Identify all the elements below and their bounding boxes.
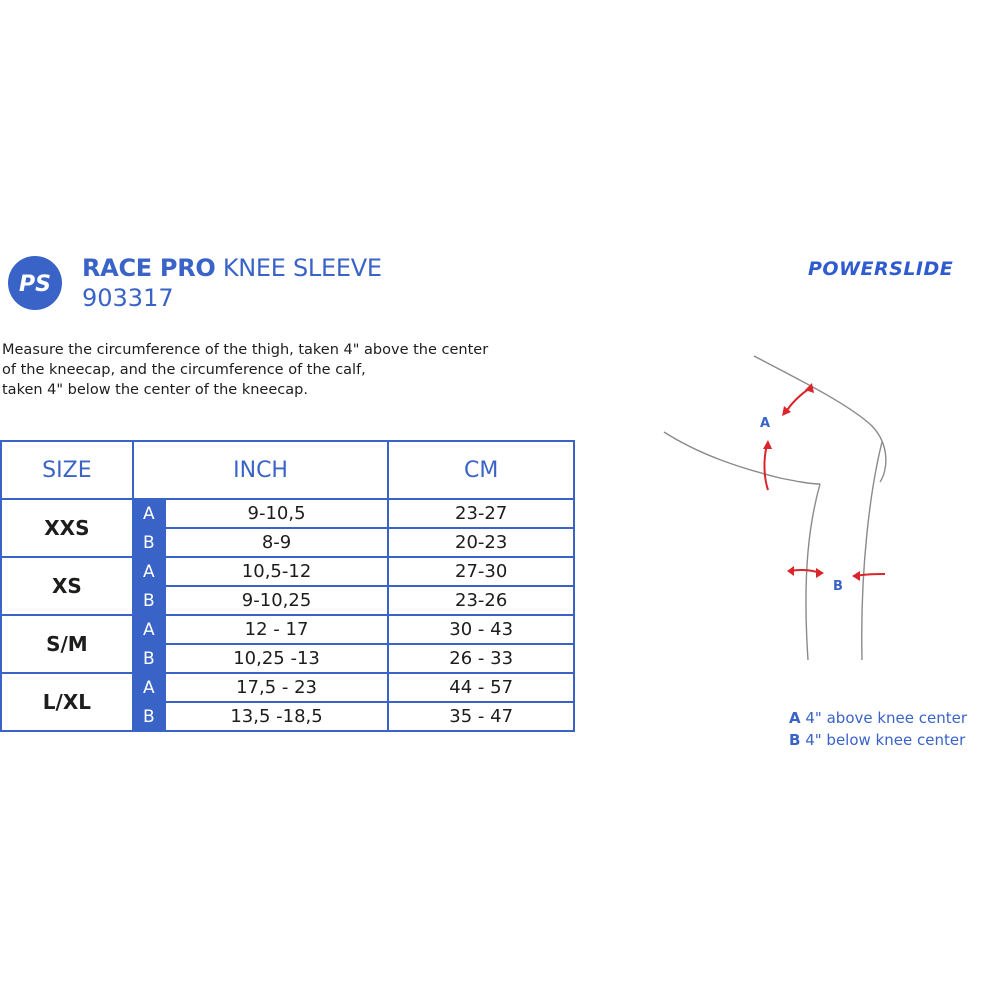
size-label: XXS (1, 499, 133, 557)
inch-value: 17,5 - 23 (165, 673, 389, 702)
inch-value: 9-10,25 (165, 586, 389, 615)
ps-logo-text: PS (19, 272, 51, 297)
instruction-line: taken 4" below the center of the kneecap. (2, 382, 308, 398)
table-row (1, 499, 574, 528)
size-label: L/XL (1, 673, 133, 731)
measure-key: A (133, 673, 165, 702)
measure-key: A (133, 499, 165, 528)
cm-value: 26 - 33 (388, 644, 574, 673)
instruction-line: of the kneecap, and the circumference of the calf, (2, 362, 366, 378)
legend-text: 4" above knee center (805, 709, 968, 727)
inch-value: 13,5 -18,5 (165, 702, 389, 731)
size-table (0, 440, 575, 732)
cm-value: 44 - 57 (388, 673, 574, 702)
diagram-label-a: A (760, 416, 771, 431)
leg-outline (664, 356, 886, 660)
inch-value: 12 - 17 (165, 615, 389, 644)
measure-key: B (133, 528, 165, 557)
instruction-line: Measure the circumference of the thigh, taken 4" above the center (2, 342, 489, 358)
product-name: RACE PRO (82, 254, 216, 282)
powerslide-logo: POWERSLIDE (808, 258, 954, 280)
inch-value: 10,5-12 (165, 557, 389, 586)
measure-key: A (133, 557, 165, 586)
inch-value: 8-9 (165, 528, 389, 557)
cm-value: 23-27 (388, 499, 574, 528)
table-row (1, 673, 574, 702)
inch-value: 9-10,5 (165, 499, 389, 528)
knee-illustration (660, 350, 900, 670)
measure-key: A (133, 615, 165, 644)
header-cm: CM (388, 441, 574, 499)
arrowheads (763, 383, 860, 581)
product-title (82, 253, 382, 313)
header-inch: INCH (133, 441, 389, 499)
product-code: 903317 (82, 284, 174, 312)
inch-value: 10,25 -13 (165, 644, 389, 673)
table-row (1, 615, 574, 644)
legend-item-b (789, 729, 967, 751)
table-row (1, 557, 574, 586)
cm-value: 30 - 43 (388, 615, 574, 644)
size-label: S/M (1, 615, 133, 673)
cm-value: 23-26 (388, 586, 574, 615)
ps-logo (6, 254, 64, 312)
size-label: XS (1, 557, 133, 615)
cm-value: 27-30 (388, 557, 574, 586)
measure-instructions (2, 340, 562, 400)
header-size: SIZE (1, 441, 133, 499)
measure-key: B (133, 702, 165, 731)
measure-key: B (133, 586, 165, 615)
product-type: KNEE SLEEVE (222, 254, 382, 282)
legend-text: 4" below knee center (805, 731, 966, 749)
measurement-legend (789, 707, 967, 751)
cm-value: 35 - 47 (388, 702, 574, 731)
measure-key: B (133, 644, 165, 673)
diagram-label-b: B (833, 579, 843, 594)
legend-item-a (789, 707, 967, 729)
measure-arrows (764, 388, 885, 576)
legend-key: B (789, 731, 801, 749)
table-header-row (1, 441, 574, 499)
legend-key: A (789, 709, 801, 727)
cm-value: 20-23 (388, 528, 574, 557)
